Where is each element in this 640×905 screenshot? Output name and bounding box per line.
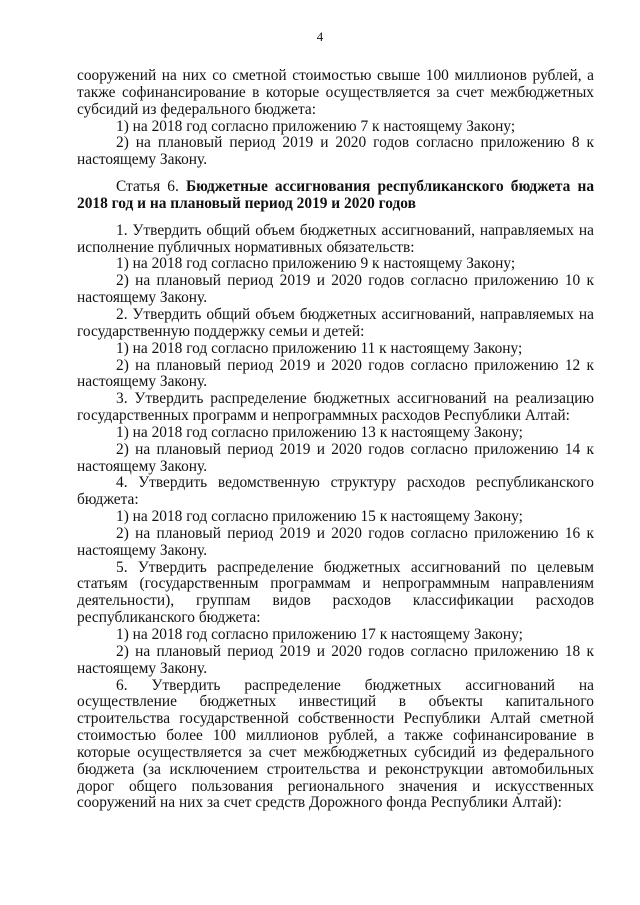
paragraph: 2) на плановый период 2019 и 2020 годов согласно приложению 16 к настоящему Закону. bbox=[77, 524, 594, 559]
document-body bbox=[77, 68, 594, 812]
paragraph: сооружений на них со сметной стоимостью свыше 100 миллионов рублей, а также софинансирование в которые осуществляется за счет межбюджетных субсидий из федерального бюджета: bbox=[77, 67, 594, 118]
paragraph: 1) на 2018 год согласно приложению 11 к настоящему Закону; bbox=[116, 339, 523, 357]
paragraph: 3. Утвердить распределение бюджетных ассигнований на реализацию государственных программ и непрограммных расходов Республики Алтай: bbox=[77, 390, 594, 425]
paragraph: 2) на плановый период 2019 и 2020 годов согласно приложению 8 к настоящему Закону. bbox=[77, 134, 594, 169]
paragraph: 2) на плановый период 2019 и 2020 годов согласно приложению 14 к настоящему Закону. bbox=[77, 440, 594, 475]
paragraph: 1) на 2018 год согласно приложению 17 к настоящему Закону; bbox=[116, 626, 523, 643]
paragraph: 1. Утвердить общий объем бюджетных ассигнований, направляемых на исполнение публичных нормативных обязательств: bbox=[77, 221, 594, 256]
paragraphs-before bbox=[77, 68, 594, 169]
paragraphs-after bbox=[77, 223, 594, 813]
paragraph: 2) на плановый период 2019 и 2020 годов согласно приложению 10 к настоящему Закону. bbox=[77, 272, 594, 307]
article-label: Статья 6. bbox=[116, 178, 179, 196]
paragraph: 2. Утвердить общий объем бюджетных ассигнований, направляемых на государственную поддержку семьи и детей: bbox=[77, 305, 594, 340]
paragraph: 5. Утвердить распределение бюджетных ассигнований по целевым статьям (государственным программам и непрограммным направлениям деятельности), группам видов расходов классификации расходов республиканского бюджета: bbox=[77, 558, 594, 627]
paragraph: 2) на плановый период 2019 и 2020 годов согласно приложению 18 к настоящему Закону. bbox=[77, 642, 594, 677]
paragraph: 1) на 2018 год согласно приложению 15 к настоящему Закону; bbox=[116, 508, 523, 526]
paragraph: 1) на 2018 год согласно приложению 13 к настоящему Закону; bbox=[116, 423, 523, 441]
paragraph: 2) на плановый период 2019 и 2020 годов согласно приложению 12 к настоящему Закону. bbox=[77, 356, 594, 391]
article-title: Бюджетные ассигнования республиканского бюджета на 2018 год и на плановый период 2019 и 2020 годов bbox=[77, 178, 595, 212]
paragraph: 1) на 2018 год согласно приложению 9 к настоящему Закону; bbox=[116, 255, 516, 273]
page-number: 4 bbox=[316, 29, 324, 44]
paragraph: 6. Утвердить распределение бюджетных ассигнований на осуществление бюджетных инвестиций в объекты капитального строительства государственной собственности Республики Алтай сметной стоимостью более 100 миллионов рублей, а также софинансирование в которые осуществляется за счет межбюджетных субсидий из федерального бюджета (за исключением строительства и реконструкции автомобильных дорог общего пользования регионального значения и искусственных сооружений на них за счет средств Дорожного фонда Республики Алтай): bbox=[77, 676, 594, 812]
paragraph: 4. Утвердить ведомственную структуру расходов республиканского бюджета: bbox=[77, 474, 594, 509]
paragraph: 1) на 2018 год согласно приложению 7 к настоящему Закону; bbox=[116, 117, 516, 135]
article-heading bbox=[77, 179, 594, 213]
